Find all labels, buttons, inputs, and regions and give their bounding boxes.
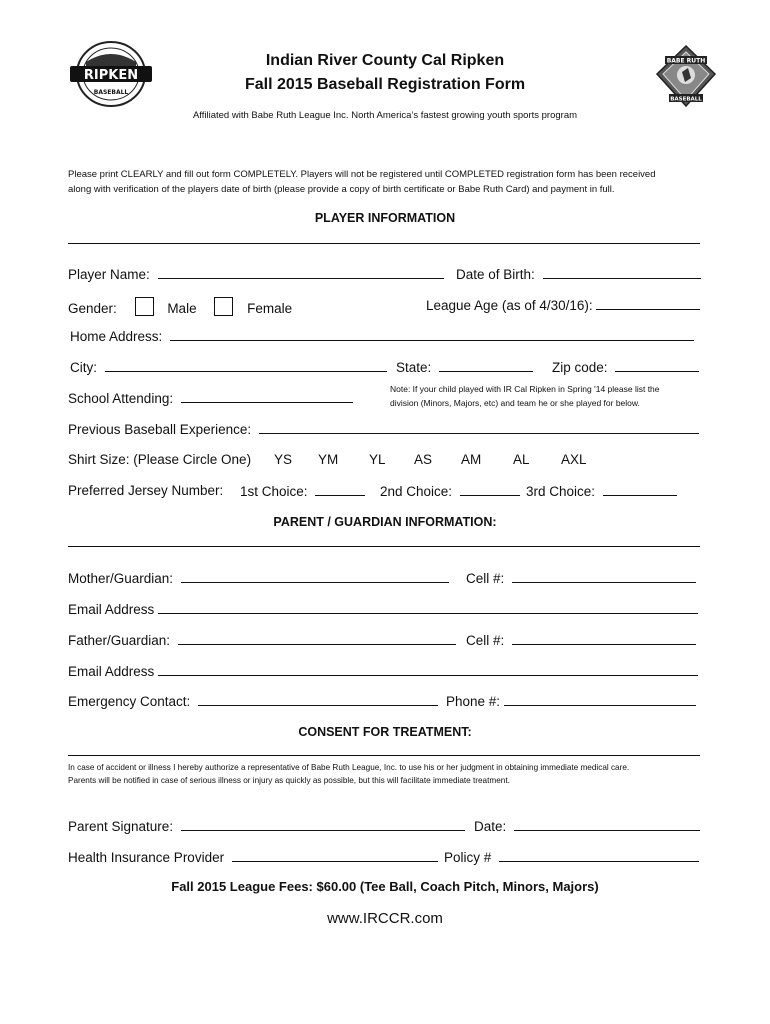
mother-label: Mother/Guardian: [68, 571, 174, 586]
choice2-label: 2nd Choice: [380, 484, 453, 499]
league-age-label: League Age (as of 4/30/16): [426, 298, 593, 313]
insurance-field[interactable] [232, 849, 438, 862]
shirt-size-axl[interactable]: AXL [561, 452, 587, 467]
father-cell-field[interactable] [512, 632, 696, 645]
section-rule [68, 755, 700, 756]
shirt-size-ys[interactable]: YS [274, 452, 293, 467]
experience-label: Previous Baseball Experience: [68, 422, 252, 437]
svg-text:BASEBALL: BASEBALL [670, 96, 702, 103]
section-rule [68, 243, 700, 244]
player-name-label: Player Name: [68, 267, 150, 282]
shirt-size-as[interactable]: AS [414, 452, 433, 467]
signature-date-field[interactable] [514, 818, 700, 831]
father-cell-label: Cell #: [466, 633, 505, 648]
female-label: Female [247, 301, 293, 316]
player-name-field[interactable] [158, 266, 444, 279]
consent-text-line1: In case of accident or illness I hereby authorize a representative of Babe Ruth League, Inc. to use his or her judgment in obtaining immediate medical care. [68, 763, 630, 772]
svg-text:BABE RUTH: BABE RUTH [666, 57, 706, 65]
mother-email-label: Email Address [68, 602, 155, 617]
gender-label: Gender: [68, 301, 117, 316]
signature-label: Parent Signature: [68, 819, 174, 834]
emergency-field[interactable] [198, 693, 438, 706]
signature-date-label: Date: [474, 819, 507, 834]
instructions-line1: Please print CLEARLY and fill out form COMPLETELY. Players will not be registered until COMPLETED registration form has been received [68, 169, 656, 180]
choice1-label: 1st Choice: [240, 484, 308, 499]
school-field[interactable] [181, 390, 353, 403]
affiliation-text: Affiliated with Babe Ruth League Inc. North America’s fastest growing youth sports program [192, 110, 578, 121]
shirt-size-yl[interactable]: YL [369, 452, 386, 467]
city-label: City: [70, 360, 97, 375]
shirt-size-ym[interactable]: YM [318, 452, 339, 467]
mother-email-field[interactable] [158, 601, 698, 614]
mother-cell-label: Cell #: [466, 571, 505, 586]
experience-field[interactable] [259, 421, 699, 434]
phone-label: Phone #: [446, 694, 501, 709]
jersey-label: Preferred Jersey Number: [68, 483, 224, 498]
state-label: State: [396, 360, 432, 375]
home-address-label: Home Address: [70, 329, 163, 344]
zip-label: Zip code: [552, 360, 608, 375]
consent-section-title: CONSENT FOR TREATMENT: [298, 725, 472, 739]
policy-field[interactable] [499, 849, 699, 862]
mother-cell-field[interactable] [512, 570, 696, 583]
parent-section-title: PARENT / GUARDIAN INFORMATION: [273, 515, 497, 529]
home-address-field[interactable] [170, 328, 694, 341]
male-label: Male [167, 301, 197, 316]
note-line2: division (Minors, Majors, etc) and team he or she played for below. [390, 398, 640, 408]
section-rule [68, 546, 700, 547]
form-title-line1: Indian River County Cal Ripken [265, 52, 505, 69]
female-checkbox[interactable] [214, 297, 233, 316]
choice2-field[interactable] [460, 483, 520, 496]
consent-text-line2: Parents will be notified in case of serious illness or injury as quickly as possible, but this will facilitate immediate treatment. [68, 776, 510, 785]
svg-text:BASEBALL: BASEBALL [93, 89, 129, 96]
policy-label: Policy # [444, 850, 492, 865]
shirt-size-am[interactable]: AM [461, 452, 482, 467]
dob-label: Date of Birth: [456, 267, 535, 282]
father-email-label: Email Address [68, 664, 155, 679]
shirt-size-label: Shirt Size: (Please Circle One) [68, 452, 252, 467]
instructions-line2: along with verification of the players date of birth (please provide a copy of birth certificate or Babe Ruth Card) and payment in full. [68, 184, 615, 195]
choice3-field[interactable] [603, 483, 677, 496]
dob-field[interactable] [543, 266, 701, 279]
emergency-label: Emergency Contact: [68, 694, 191, 709]
shirt-size-al[interactable]: AL [513, 452, 530, 467]
school-label: School Attending: [68, 391, 174, 406]
choice3-label: 3rd Choice: [526, 484, 596, 499]
note-line1: Note: If your child played with IR Cal Ripken in Spring '14 please list the [390, 384, 660, 394]
signature-field[interactable] [181, 818, 465, 831]
state-field[interactable] [439, 359, 533, 372]
male-checkbox[interactable] [135, 297, 154, 316]
league-fees: Fall 2015 League Fees: $60.00 (Tee Ball, Coach Pitch, Minors, Majors) [171, 879, 599, 894]
city-field[interactable] [105, 359, 387, 372]
zip-field[interactable] [615, 359, 699, 372]
player-section-title: PLAYER INFORMATION [314, 211, 456, 225]
father-label: Father/Guardian: [68, 633, 171, 648]
shirt-size-row [68, 452, 251, 467]
svg-text:RIPKEN: RIPKEN [83, 68, 139, 83]
phone-field[interactable] [504, 693, 696, 706]
form-title-line2: Fall 2015 Baseball Registration Form [244, 76, 526, 93]
choice1-field[interactable] [315, 483, 365, 496]
league-age-field[interactable] [596, 297, 700, 310]
ripken-logo [68, 40, 154, 108]
father-field[interactable] [178, 632, 456, 645]
father-email-field[interactable] [158, 663, 698, 676]
insurance-label: Health Insurance Provider [68, 850, 225, 865]
website-link[interactable]: www.IRCCR.com [327, 910, 443, 927]
mother-field[interactable] [181, 570, 449, 583]
